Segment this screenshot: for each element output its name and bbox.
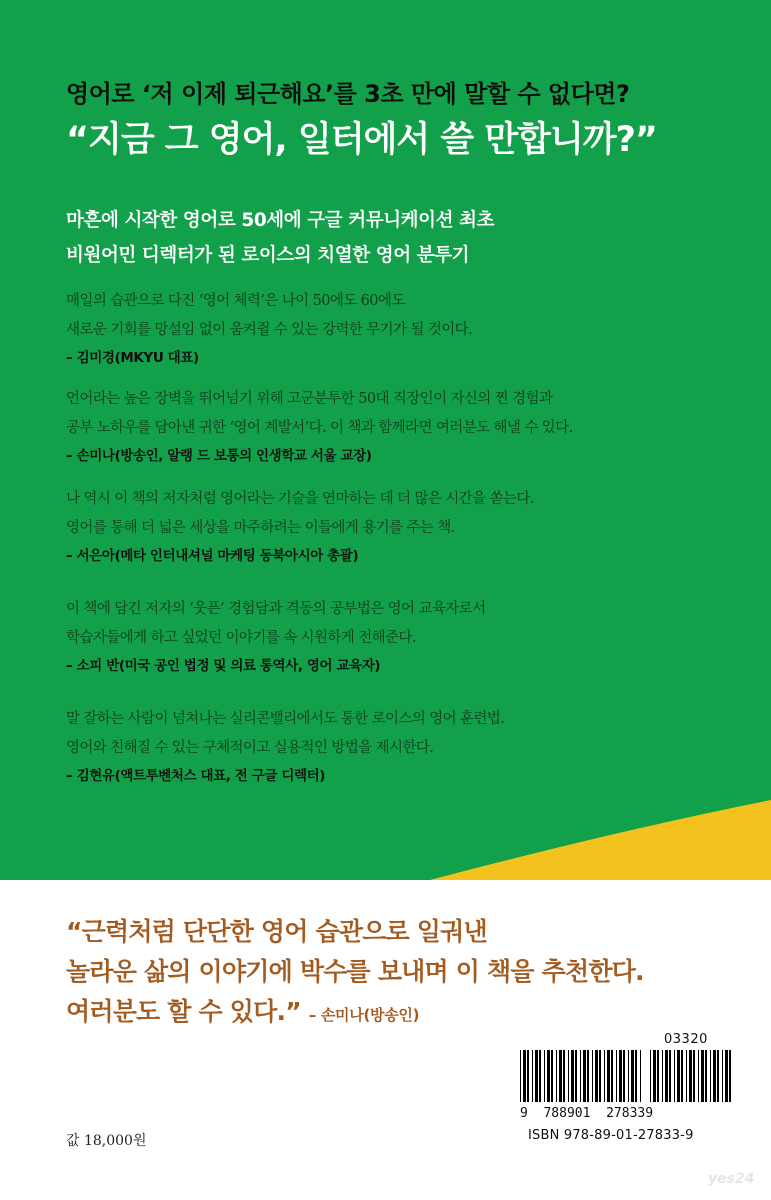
barcode-bar [713,1050,716,1102]
barcode-bar [705,1050,707,1102]
quote-text-line: 영어를 통해 더 넓은 세상을 마주하려는 이들에게 용기를 주는 책. [66,520,455,536]
barcode-bar [698,1050,699,1102]
barcode-bar [701,1050,704,1102]
barcode-bar [722,1050,723,1102]
barcode-bar [650,1050,651,1102]
recommendation-line-3 [66,992,746,1035]
isbn-barcode [520,1050,644,1102]
barcode-bar [657,1050,659,1102]
barcode-bar [686,1050,687,1102]
quote-author: – 서은아(메타 인터내셔널 마케팅 동북아시아 총괄) [66,548,359,564]
barcode-bar [623,1050,625,1102]
quote-text-line: 언어라는 높은 장벽을 뛰어넘기 위해 고군분투한 50대 직장인이 자신의 찐 경험과 [66,391,553,407]
barcode-bar [616,1050,617,1102]
quote-author: – 손미나(방송인, 알랭 드 보통의 인생학교 서울 교장) [66,448,372,464]
barcode-bar [583,1050,586,1102]
headline-main: “지금 그 영어, 일터에서 쓸 만합니까?” [66,120,657,160]
barcode-bar [665,1050,668,1102]
barcode-bar [520,1050,521,1102]
barcode-bar [662,1050,663,1102]
barcode-bar [595,1050,598,1102]
quote-text-line: 공부 노하우를 담아낸 귀한 ‘영어 계발서’다. 이 책과 함께라면 여러분도 해낼 수 있다. [66,420,573,436]
barcode-bar [710,1050,711,1102]
endorsement-quote-4 [66,595,726,676]
recommendation-line-2: 놀라운 삶의 이야기에 박수를 보내며 이 책을 추천한다. [66,957,644,986]
subheadline-line-1: 마흔에 시작한 영어로 50세에 구글 커뮤니케이션 최초 [66,210,495,231]
recommendation-author: – 손미나(방송인) [308,1006,420,1024]
quote-text-line: 나 역시 이 책의 저자처럼 영어라는 기술을 연마하는 데 더 많은 시간을 쏟는다. [66,491,534,507]
recommendation-line-3-text: 여러분도 할 수 있다.” [66,997,301,1026]
barcode-bar [556,1050,557,1102]
recommendation-block [66,912,746,1035]
endorsement-quote-5 [66,705,726,786]
barcode-bar [563,1050,565,1102]
quote-author: – 김미경(MKYU 대표) [66,350,199,366]
barcode-bar [681,1050,683,1102]
barcode-bar [604,1050,605,1102]
barcode-bar [631,1050,634,1102]
barcode-bar [527,1050,529,1102]
barcode-bar [669,1050,671,1102]
quote-text-line: 영어와 친해질 수 있는 구체적이고 실용적인 방법을 제시한다. [66,740,434,756]
barcode-digits: 9 788901 278339 [520,1106,654,1121]
barcode-bar [559,1050,562,1102]
barcode-bar [611,1050,613,1102]
quote-author: – 소피 반(미국 공인 법정 및 의료 통역사, 영어 교육자) [66,658,381,674]
barcode-bar [547,1050,550,1102]
barcode-bar [653,1050,656,1102]
barcode-bar [628,1050,629,1102]
quote-text-line: 이 책에 담긴 저자의 ‘웃픈’ 경험담과 격동의 공부법은 영어 교육자로서 [66,601,486,617]
barcode-bar [677,1050,680,1102]
watermark-logo: yes24 [708,1171,755,1187]
barcode-bar [729,1050,731,1102]
barcode-bar [580,1050,581,1102]
barcode-bar [717,1050,719,1102]
barcode-bar [544,1050,545,1102]
barcode-bar [693,1050,695,1102]
addon-barcode [650,1050,732,1102]
endorsement-quote-2 [66,385,726,466]
recommendation-line-1: “근력처럼 단단한 영어 습관으로 일궈낸 [66,917,487,946]
quote-text-line: 매일의 습관으로 다진 ‘영어 체력’은 나이 50에도 60에도 [66,293,405,309]
barcode-bar [571,1050,574,1102]
endorsement-quote-3 [66,485,726,566]
barcode-bar [689,1050,692,1102]
barcode-addon-number: 03320 [664,1032,708,1047]
price-label: 값 18,000원 [66,1133,147,1149]
barcode-bar [523,1050,526,1102]
quote-text-line: 말 잘하는 사람이 넘쳐나는 실리콘밸리에서도 통한 로이스의 영어 훈련법. [66,711,505,727]
endorsement-quote-1 [66,287,726,368]
isbn-number: ISBN 978-89-01-27833-9 [528,1128,694,1143]
quote-text-line: 학습자들에게 하고 싶었던 이야기를 속 시원하게 전해준다. [66,630,416,646]
barcode-bar [674,1050,675,1102]
barcode-bar [575,1050,577,1102]
barcode-bar [532,1050,533,1102]
barcode-bar [640,1050,641,1102]
barcode-bar [587,1050,589,1102]
quote-author: – 김현유(액트투벤처스 대표, 전 구글 디렉터) [66,768,326,784]
barcode-bar [568,1050,569,1102]
headline-question: 영어로 ‘저 이제 퇴근해요’를 3초 만에 말할 수 없다면? [66,80,630,108]
barcode-bar [535,1050,538,1102]
barcode-bar [725,1050,728,1102]
barcode-bar [607,1050,610,1102]
quote-text-line: 새로운 기회를 망설임 없이 움켜쥘 수 있는 강력한 무기가 될 것이다. [66,322,473,338]
barcode-bar [592,1050,593,1102]
barcode-bar [635,1050,637,1102]
barcode-bar [539,1050,541,1102]
barcode-bar [551,1050,553,1102]
subheadline-line-2: 비원어민 디렉터가 된 로이스의 치열한 영어 분투기 [66,245,470,266]
barcode-bar [599,1050,601,1102]
barcode-bar [619,1050,622,1102]
